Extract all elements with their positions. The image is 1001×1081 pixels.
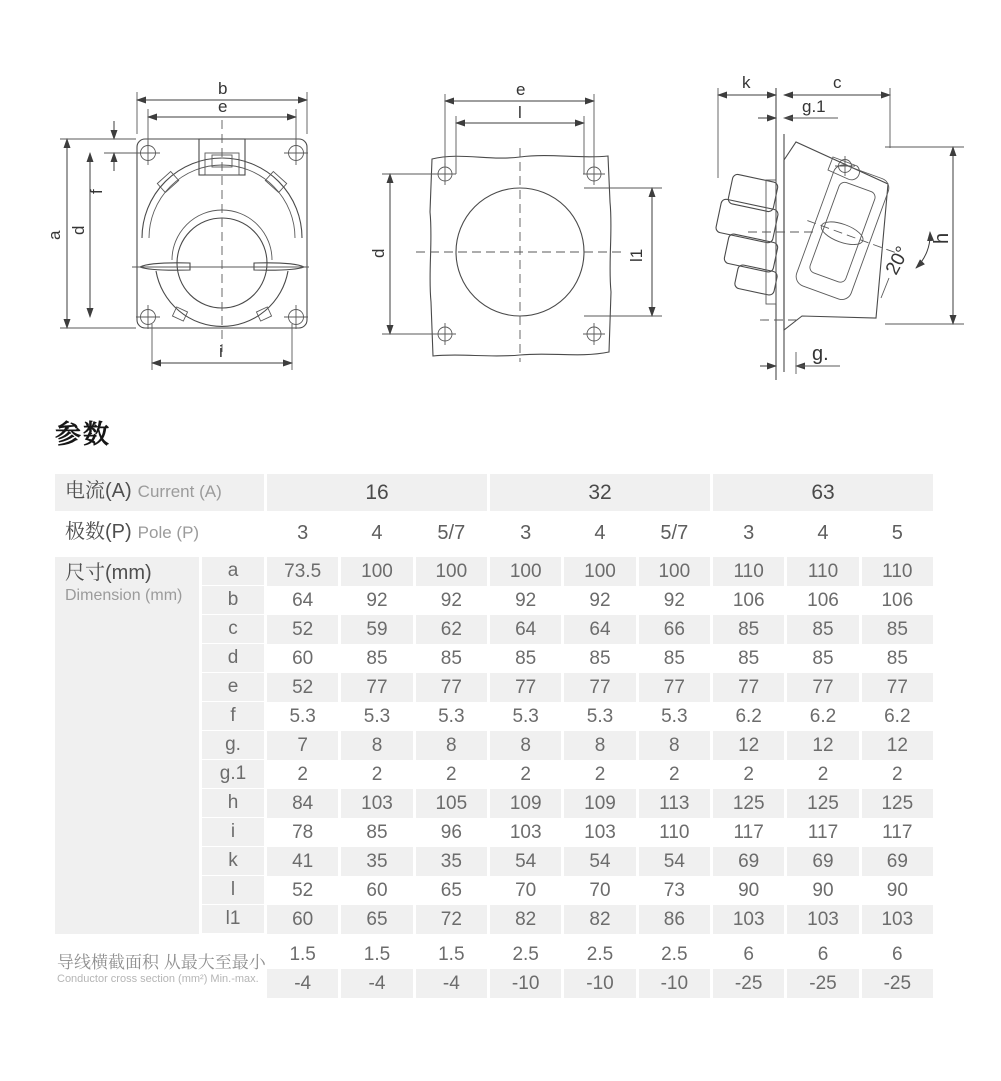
- dimension-value-cell: 103: [341, 789, 412, 818]
- conductor-grid: [55, 940, 933, 998]
- dimension-value-cell: 70: [589, 879, 611, 901]
- pole-row-label: [55, 515, 264, 552]
- current-label-zh: 电流(A): [65, 480, 132, 502]
- dimension-value-cell: 85: [515, 647, 537, 669]
- dimension-value-cell: 85: [862, 615, 933, 644]
- dim-label-e: e: [516, 80, 526, 99]
- dimension-value-cell: 5.3: [512, 705, 539, 727]
- side-view-drawing: [690, 62, 1001, 392]
- dimension-value-cell: 2: [817, 763, 829, 785]
- conductor-max-cell: 2.5: [512, 943, 539, 965]
- dimension-value-cell: 96: [440, 821, 462, 843]
- dimension-value-cell: 85: [589, 647, 611, 669]
- dimension-value-cell: 77: [713, 673, 784, 702]
- section-title: 参数: [55, 419, 112, 449]
- pole-value-cell: 4: [371, 522, 383, 544]
- parameter-table: [55, 474, 933, 998]
- dimension-value-cell: 110: [659, 821, 690, 843]
- dim-label-h: h: [931, 232, 953, 244]
- dimension-value-cell: 90: [812, 879, 834, 901]
- current-group-16: 16: [267, 474, 487, 511]
- dimension-value-cell: 85: [886, 647, 908, 669]
- dimension-value-cell: 109: [564, 789, 635, 818]
- conductor-max-cell: 6: [892, 943, 903, 965]
- dim-label-d: d: [369, 248, 388, 258]
- pole-row: [55, 515, 933, 552]
- dimension-value-cell: 100: [564, 557, 635, 586]
- dimension-label-cell: [55, 557, 199, 934]
- dimension-value-cell: 92: [515, 589, 537, 611]
- dimension-value-cell: 2: [594, 763, 606, 785]
- conductor-label-cell: [55, 940, 264, 998]
- dimension-value-cell: 66: [639, 615, 710, 644]
- dimension-value-cell: 106: [732, 589, 765, 611]
- dimension-value-cell: 72: [416, 905, 487, 934]
- dimension-value-cell: 103: [862, 905, 933, 934]
- dimension-value-cell: 2: [743, 763, 754, 785]
- dimension-key-cell: k: [202, 847, 264, 876]
- dimension-value-cell: 2: [892, 763, 903, 785]
- dimension-value-cell: 100: [639, 557, 710, 586]
- dimension-key-cell: h: [202, 789, 264, 818]
- dimension-key-cell: b: [202, 586, 264, 615]
- dimension-value-cell: 84: [267, 789, 338, 818]
- front-view-drawing: [40, 62, 360, 392]
- front-dimensions: [45, 79, 307, 370]
- current-group-32: 32: [490, 474, 710, 511]
- pole-value-cell: 5/7: [437, 522, 466, 544]
- dimension-value-cell: 77: [416, 673, 487, 702]
- dimension-key-cell: c: [202, 615, 264, 644]
- dimension-value-cell: 85: [787, 615, 858, 644]
- dimension-value-cell: 106: [807, 589, 839, 611]
- dimension-value-cell: 6.2: [809, 705, 837, 727]
- dimension-value-cell: 100: [490, 557, 561, 586]
- dimension-label-zh: 尺寸(mm): [65, 562, 152, 584]
- dimension-value-cell: 8: [341, 731, 412, 760]
- current-group-63: 63: [713, 474, 933, 511]
- dimension-value-cell: 103: [713, 905, 784, 934]
- dimension-value-cell: 59: [341, 615, 412, 644]
- dimension-key-cell: g.: [202, 731, 264, 760]
- dimension-value-cell: 60: [366, 879, 388, 901]
- dimension-value-cell: 85: [366, 821, 388, 843]
- dimension-value-cell: 92: [440, 589, 462, 611]
- dimension-value-cell: 69: [713, 847, 784, 876]
- dimension-value-cell: 8: [490, 731, 561, 760]
- dimension-value-cell: 125: [713, 789, 784, 818]
- pole-label-en: Pole (P): [137, 523, 200, 542]
- conductor-max-cell: 2.5: [586, 943, 614, 965]
- dimension-value-cell: 2: [371, 763, 383, 785]
- dimension-key-cell: a: [202, 557, 264, 586]
- dimension-key-cell: e: [202, 673, 264, 702]
- dimension-value-cell: 5.3: [661, 705, 688, 727]
- dimension-value-cell: 54: [490, 847, 561, 876]
- dimension-value-cell: 113: [639, 789, 710, 818]
- cutout-holes: [434, 163, 605, 345]
- pole-label-zh: 极数(P): [65, 521, 132, 543]
- dimension-value-cell: 85: [663, 647, 685, 669]
- conductor-min-cell: -25: [787, 969, 858, 998]
- dimension-value-cell: 65: [440, 879, 462, 901]
- conductor-min-cell: -25: [862, 969, 933, 998]
- dimension-value-cell: 2: [669, 763, 680, 785]
- dimension-value-cell: 85: [366, 647, 388, 669]
- dim-label-i: i: [219, 342, 223, 361]
- conductor-max-cell: 1.5: [363, 943, 391, 965]
- dimension-value-cell: 117: [733, 821, 764, 843]
- terminal-block: [715, 174, 779, 304]
- conductor-min-cell: -10: [639, 969, 710, 998]
- dimension-value-cell: 77: [639, 673, 710, 702]
- dimension-key-cell: i: [202, 818, 264, 847]
- dimension-value-cell: 54: [564, 847, 635, 876]
- dimension-value-cell: 85: [440, 647, 462, 669]
- dimension-key-cell: d: [202, 644, 264, 673]
- conductor-min-cell: -4: [341, 969, 412, 998]
- pole-value-cell: 3: [520, 522, 532, 544]
- dimension-value-cell: 85: [738, 647, 760, 669]
- dim-label-a: a: [45, 230, 64, 240]
- dimension-grid: [55, 557, 933, 934]
- pole-value-cell: 5: [891, 522, 903, 544]
- dimension-value-cell: 125: [862, 789, 933, 818]
- dimension-value-cell: 82: [564, 905, 635, 934]
- dimension-value-cell: 100: [416, 557, 487, 586]
- dimension-value-cell: 90: [738, 879, 760, 901]
- current-row: [55, 474, 933, 511]
- dimension-value-cell: 77: [341, 673, 412, 702]
- pole-value-cell: 4: [817, 522, 829, 544]
- dimension-value-cell: 103: [787, 905, 858, 934]
- angle-label: 20°: [881, 243, 914, 279]
- dimension-value-cell: 103: [509, 821, 542, 843]
- dimension-value-cell: 35: [341, 847, 412, 876]
- dimension-value-cell: 54: [639, 847, 710, 876]
- dimension-value-cell: 77: [564, 673, 635, 702]
- dim-label-b: b: [218, 79, 228, 98]
- conductor-max-cell: 1.5: [438, 943, 465, 965]
- dimension-value-cell: 52: [292, 879, 314, 901]
- dimension-value-cell: 62: [416, 615, 487, 644]
- pole-value-cell: 4: [594, 522, 606, 544]
- dimension-value-cell: 77: [862, 673, 933, 702]
- dimension-value-cell: 109: [490, 789, 561, 818]
- dimension-value-cell: 8: [416, 731, 487, 760]
- dimension-value-cell: 70: [515, 879, 537, 901]
- dimension-value-cell: 78: [292, 821, 314, 843]
- conductor-min-cell: -10: [490, 969, 561, 998]
- dimension-value-cell: 12: [713, 731, 784, 760]
- dimension-value-cell: 60: [292, 647, 314, 669]
- conductor-min-cell: -10: [564, 969, 635, 998]
- dimension-value-cell: 8: [564, 731, 635, 760]
- dimension-value-cell: 12: [862, 731, 933, 760]
- conductor-min-cell: -4: [267, 969, 338, 998]
- conductor-max-cell: 6: [817, 943, 829, 965]
- dimension-value-cell: 65: [341, 905, 412, 934]
- conductor-label-en: Conductor cross section (mm²) Min.-max.: [57, 972, 259, 985]
- dimension-value-cell: 41: [267, 847, 338, 876]
- dimension-value-cell: 82: [490, 905, 561, 934]
- dimension-value-cell: 92: [589, 589, 611, 611]
- dimension-value-cell: 64: [490, 615, 561, 644]
- dimension-value-cell: 125: [787, 789, 858, 818]
- dim-label-g: g.: [812, 343, 829, 365]
- dimension-value-cell: 5.3: [438, 705, 465, 727]
- current-label-en: Current (A): [137, 482, 222, 501]
- dimension-value-cell: 8: [639, 731, 710, 760]
- dimension-value-cell: 92: [663, 589, 685, 611]
- dimension-value-cell: 105: [416, 789, 487, 818]
- dimension-value-cell: 2: [520, 763, 531, 785]
- dimension-value-cell: 92: [366, 589, 388, 611]
- dimension-value-cell: 103: [584, 821, 616, 843]
- dimension-value-cell: 69: [787, 847, 858, 876]
- dimension-value-cell: 110: [862, 557, 933, 586]
- dimension-value-cell: 110: [787, 557, 858, 586]
- dimension-value-cell: 64: [292, 589, 314, 611]
- pole-value-cell: 5/7: [660, 522, 689, 544]
- dimension-value-cell: 86: [639, 905, 710, 934]
- dimension-value-cell: 52: [267, 673, 338, 702]
- conductor-min-cell: -4: [416, 969, 487, 998]
- dimension-value-cell: 73.5: [267, 557, 338, 586]
- current-row-label: [55, 474, 264, 511]
- dimension-value-cell: 69: [862, 847, 933, 876]
- dimension-key-cell: l: [202, 876, 264, 905]
- dimension-value-cell: 85: [713, 615, 784, 644]
- conductor-min-cell: -25: [713, 969, 784, 998]
- panel-cutout-drawing: [370, 62, 705, 392]
- dim-label-c: c: [833, 73, 842, 92]
- dimension-value-cell: 5.3: [289, 705, 316, 727]
- pole-value-cell: 3: [297, 522, 309, 544]
- dimension-value-cell: 90: [886, 879, 908, 901]
- dimension-value-cell: 52: [267, 615, 338, 644]
- dimension-value-cell: 2: [446, 763, 457, 785]
- conductor-max-cell: 6: [743, 943, 754, 965]
- dimension-value-cell: 117: [882, 821, 913, 843]
- pole-value-cell: 3: [743, 522, 755, 544]
- dimension-value-cell: 73: [663, 879, 685, 901]
- dimension-value-cell: 35: [416, 847, 487, 876]
- dimension-value-cell: 110: [713, 557, 784, 586]
- dim-label-d: d: [69, 225, 88, 235]
- dimension-value-cell: 85: [812, 647, 834, 669]
- dimension-key-cell: g.1: [202, 760, 264, 789]
- dim-label-l1: l1: [627, 248, 646, 262]
- dimension-value-cell: 106: [881, 589, 914, 611]
- dim-label-e: e: [218, 97, 228, 116]
- conductor-max-cell: 2.5: [661, 943, 688, 965]
- dimension-key-cell: f: [202, 702, 264, 731]
- dimension-value-cell: 64: [564, 615, 635, 644]
- conductor-label-zh: 导线横截面积 从最大至最小: [57, 952, 266, 972]
- conductor-max-cell: 1.5: [289, 943, 316, 965]
- dimension-value-cell: 77: [490, 673, 561, 702]
- dim-label-f: f: [87, 189, 106, 194]
- dimension-value-cell: 12: [787, 731, 858, 760]
- dimension-value-cell: 5.3: [586, 705, 614, 727]
- cutout-dimensions: [369, 80, 662, 334]
- dim-label-l: l: [518, 103, 522, 122]
- dimension-value-cell: 2: [297, 763, 308, 785]
- dimension-value-cell: 6.2: [735, 705, 762, 727]
- dimension-value-cell: 77: [787, 673, 858, 702]
- dimension-value-cell: 100: [341, 557, 412, 586]
- dimension-value-cell: 5.3: [363, 705, 391, 727]
- dimension-value-cell: 60: [267, 905, 338, 934]
- dimension-label-en: Dimension (mm): [65, 587, 183, 604]
- dim-label-k: k: [742, 73, 751, 92]
- dimension-value-cell: 7: [267, 731, 338, 760]
- dimension-key-cell: l1: [202, 905, 264, 934]
- dim-label-g1: g.1: [802, 97, 826, 116]
- dimension-value-cell: 117: [807, 821, 839, 843]
- dimension-value-cell: 6.2: [884, 705, 911, 727]
